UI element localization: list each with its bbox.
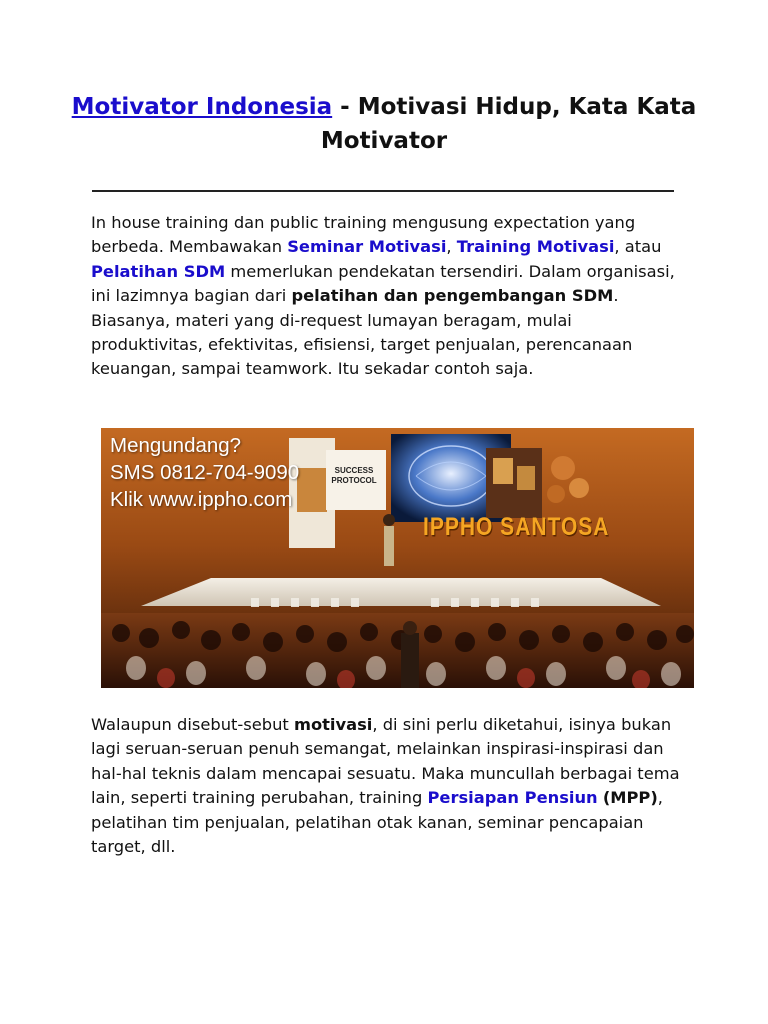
bold-motivasi: motivasi <box>293 715 373 734</box>
paragraph-text: , di sini perlu diketahui, isinya bukan lagi seruan-seruan penuh semangat, melainkan inspirasi-inspirasi dan hal-hal teknis dalam mencapai sesuatu. Maka muncullah berbagai tema lain, seperti training perubahan, training <box>91 715 680 808</box>
banner-speaker-name: IPPHO SANTOSA <box>423 513 610 542</box>
page-title <box>60 90 708 158</box>
paragraph-text: Walaupun disebut-sebut <box>91 715 294 734</box>
title-rest: - Motivasi Hidup, Kata Kata Motivator <box>320 94 697 154</box>
paragraph-text: , atau <box>614 237 662 257</box>
paragraph-1 <box>91 211 681 382</box>
bold-pelatihan-pengembangan-sdm: pelatihan dan pengembangan SDM <box>291 286 614 306</box>
banner-line-mengundang: Mengundang? <box>110 434 242 457</box>
link-persiapan-pensiun[interactable]: Persiapan Pensiun <box>427 788 598 808</box>
link-pelatihan-sdm[interactable]: Pelatihan SDM <box>91 261 226 281</box>
seminar-banner-image <box>101 428 694 688</box>
bold-mpp: (MPP) <box>602 788 658 808</box>
link-seminar-motivasi[interactable]: Seminar Motivasi <box>287 237 447 257</box>
banner-contact-text <box>110 432 299 513</box>
banner-success-protocol: SUCCESS PROTOCOL <box>331 466 377 485</box>
paragraph-text: , pelatihan tim penjualan, pelatihan otak kanan, seminar pencapaian target, dll. <box>91 788 663 857</box>
paragraph-text: , <box>446 237 457 257</box>
paragraph-2 <box>91 713 681 859</box>
link-training-motivasi[interactable]: Training Motivasi <box>456 237 615 257</box>
paragraph-text: In house training dan public training mengusung expectation yang berbeda. Membawakan <box>91 213 636 257</box>
banner-line-url: Klik www.ippho.com <box>110 488 293 511</box>
title-divider <box>92 190 674 192</box>
paragraph-text: memerlukan pendekatan tersendiri. Dalam organisasi, ini lazimnya bagian dari <box>91 261 675 306</box>
paragraph-text: . Biasanya, materi yang di-request lumayan beragam, mulai produktivitas, efektivitas, efisiensi, target penjualan, perencanaan keuangan, sampai teamwork. Itu sekadar contoh saja. <box>91 286 633 379</box>
title-link-motivator-indonesia[interactable]: Motivator Indonesia <box>71 94 333 120</box>
banner-line-sms: SMS 0812-704-9090 <box>110 461 300 484</box>
